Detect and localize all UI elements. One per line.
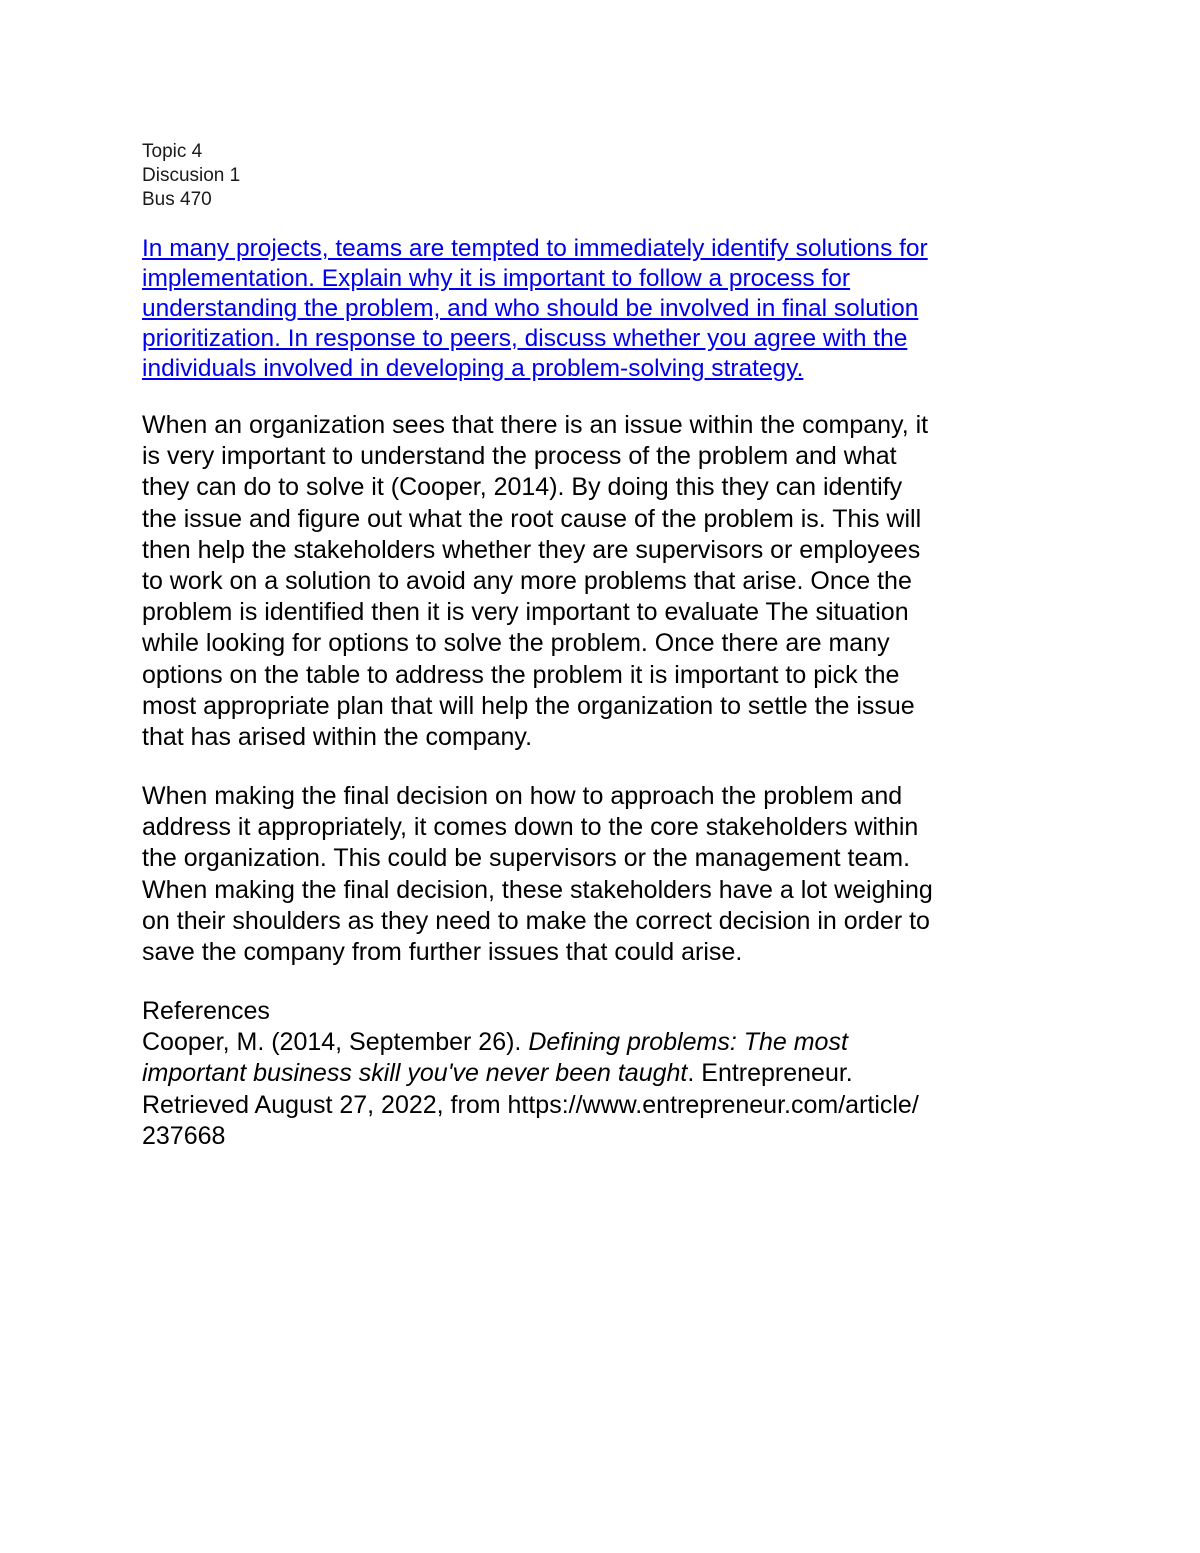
paragraph-line: on their shoulders as they need to make the correct decision in order to xyxy=(142,906,930,935)
paragraph-line: When an organization sees that there is an issue within the company, it xyxy=(142,411,929,439)
paragraph-line: while looking for options to solve the problem. Once there are many xyxy=(142,629,890,658)
paragraph-line: When making the final decision on how to approach the problem and xyxy=(142,782,903,810)
response-paragraph-2 xyxy=(142,781,1082,968)
prompt-line[interactable]: In many projects, teams are tempted to immediately identify solutions for xyxy=(142,235,928,262)
paragraph-line: is very important to understand the process of the problem and what xyxy=(142,442,897,471)
document-header xyxy=(142,140,240,212)
course-label: Bus 470 xyxy=(142,189,212,210)
citation-author-date: Cooper, M. (2014, September 26). xyxy=(142,1028,529,1057)
prompt-line[interactable]: individuals involved in developing a problem-solving strategy. xyxy=(142,355,804,382)
paragraph-line: When making the final decision, these stakeholders have a lot weighing xyxy=(142,875,933,904)
citation-title-part-1: Defining problems: The most xyxy=(528,1028,848,1057)
paragraph-line: most appropriate plan that will help the organization to settle the issue xyxy=(142,691,915,720)
citation-line-2 xyxy=(142,1058,1082,1089)
paragraph-line: options on the table to address the problem it is important to pick the xyxy=(142,660,900,689)
prompt-line[interactable]: understanding the problem, and who should be involved in final solution xyxy=(142,295,919,322)
paragraph-line: save the company from further issues that could arise. xyxy=(142,938,743,967)
prompt-line[interactable]: prioritization. In response to peers, discuss whether you agree with the xyxy=(142,325,908,352)
citation-title-part-2: important business skill you've never been taught xyxy=(142,1059,688,1088)
discussion-label: Discusion 1 xyxy=(142,165,241,186)
discussion-prompt-link[interactable] xyxy=(142,234,1042,384)
paragraph-line: the organization. This could be supervisors or the management team. xyxy=(142,844,911,873)
paragraph-line: problem is identified then it is very important to evaluate The situation xyxy=(142,598,909,627)
citation-article-id: 237668 xyxy=(142,1121,226,1150)
references-heading: References xyxy=(142,997,270,1025)
topic-label: Topic 4 xyxy=(142,141,203,162)
prompt-line[interactable]: implementation. Explain why it is important to follow a process for xyxy=(142,265,851,292)
paragraph-line: that has arised within the company. xyxy=(142,723,533,752)
citation-publisher: . Entrepreneur. xyxy=(687,1059,853,1088)
paragraph-line: address it appropriately, it comes down to the core stakeholders within xyxy=(142,813,919,842)
response-paragraph-1 xyxy=(142,410,1082,753)
paragraph-line: they can do to solve it (Cooper, 2014). By doing this they can identify xyxy=(142,473,903,502)
paragraph-line: then help the stakeholders whether they are supervisors or employees xyxy=(142,535,921,564)
paragraph-line: to work on a solution to avoid any more problems that arise. Once the xyxy=(142,567,912,596)
references-section xyxy=(142,996,1082,1152)
citation-line-1 xyxy=(142,1027,1082,1058)
paragraph-line: the issue and figure out what the root cause of the problem is. This will xyxy=(142,504,922,533)
citation-retrieved: Retrieved August 27, 2022, from https://www.entrepreneur.com/article/ xyxy=(142,1090,919,1119)
